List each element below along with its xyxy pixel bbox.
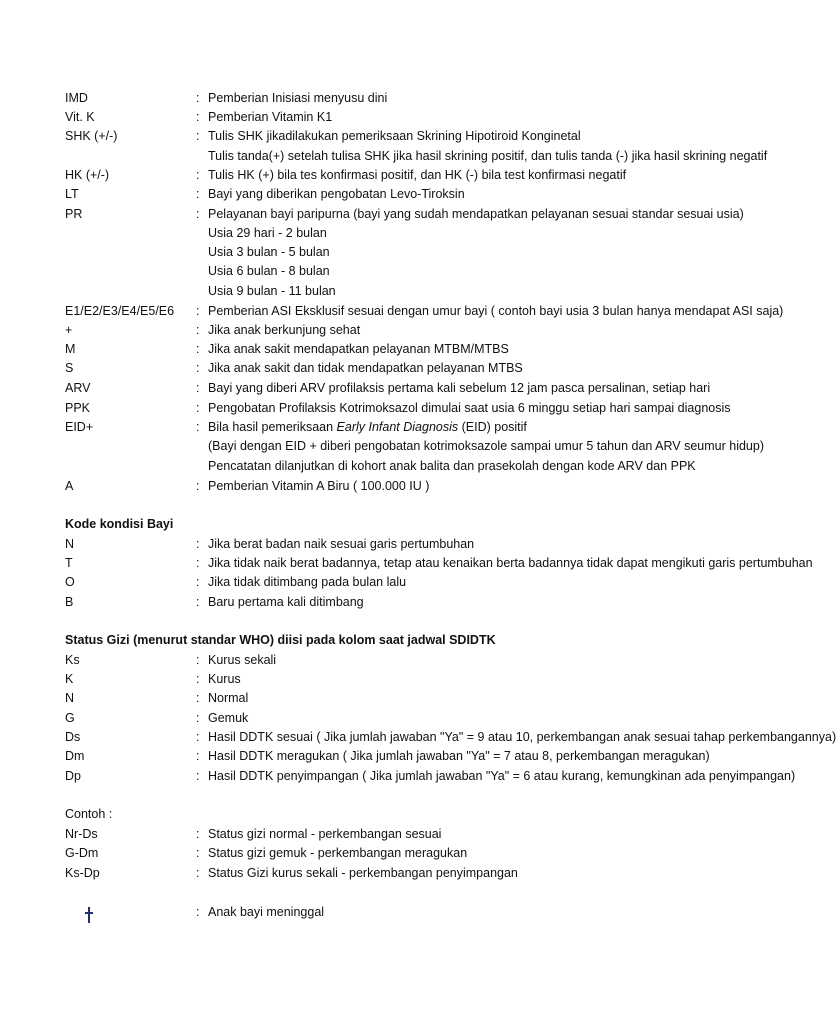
entry-desc: Pemberian Vitamin A Biru ( 100.000 IU )	[208, 479, 430, 493]
entry-code: T	[65, 556, 73, 570]
kondisi-t	[0, 554, 813, 573]
colon: :	[196, 91, 200, 105]
entry-code: K	[65, 672, 74, 686]
entry-code: HK (+/-)	[65, 168, 110, 182]
entry-desc: Anak bayi meninggal	[208, 905, 325, 919]
colon: :	[196, 827, 200, 841]
colon: :	[196, 381, 200, 395]
entry-desc: Jika tidak naik berat badannya, tetap atau kenaikan berta badannya tidak dapat mengikuti garis pertumbuhan	[208, 556, 813, 570]
entry-code: +	[65, 323, 73, 337]
entry-meninggal	[0, 903, 768, 929]
entry-code: LT	[65, 187, 79, 201]
entry-desc: Jika berat badan naik sesuai garis pertumbuhan	[208, 537, 475, 551]
colon: :	[196, 342, 200, 356]
entry-code: Dp	[65, 769, 81, 783]
entry-desc: Normal	[208, 691, 249, 705]
colon: :	[196, 187, 200, 201]
entry-pr-age-4	[0, 282, 768, 301]
kondisi-b	[0, 593, 768, 612]
entry-pr-age-2	[0, 243, 768, 262]
entry-shk	[0, 127, 768, 146]
entry-shk-continued	[0, 147, 768, 166]
entry-desc: Usia 29 hari - 2 bulan	[208, 226, 327, 240]
colon: :	[196, 846, 200, 860]
entry-asi	[0, 302, 784, 321]
colon: :	[196, 556, 200, 570]
colon: :	[196, 866, 200, 880]
contoh-nr-ds	[0, 825, 768, 844]
entry-code: N	[65, 691, 75, 705]
entry-desc: Hasil DDTK sesuai ( Jika jumlah jawaban "Ya" = 9 atau 10, perkembangan anak sesuai tahap perkembangannya)	[208, 730, 836, 744]
entry-pr-age-3	[0, 262, 768, 281]
entry-desc: Pengobatan Profilaksis Kotrimoksazol dimulai saat usia 6 minggu setiap hari sampai diagnosis	[208, 401, 731, 415]
entry-desc: Pemberian Inisiasi menyusu dini	[208, 91, 388, 105]
colon: :	[196, 479, 200, 493]
gizi-k	[0, 670, 768, 689]
entry-code: A	[65, 479, 74, 493]
eid-suffix: (EID) positif	[458, 420, 527, 434]
entry-desc: Jika anak berkunjung sehat	[208, 323, 361, 337]
gizi-ds	[0, 728, 836, 747]
kondisi-heading: Kode kondisi Bayi	[65, 517, 174, 531]
entry-ppk	[0, 399, 768, 418]
entry-code: N	[65, 537, 75, 551]
entry-plus	[0, 321, 768, 340]
entry-code: S	[65, 361, 74, 375]
entry-imd	[0, 89, 768, 108]
entry-code: M	[65, 342, 76, 356]
kondisi-o	[0, 573, 768, 592]
entry-code: ARV	[65, 381, 91, 395]
entry-code: Ks-Dp	[65, 866, 100, 880]
entry-desc: Pemberian ASI Eksklusif sesuai dengan umur bayi ( contoh bayi usia 3 bulan hanya mendapat ASI saja)	[208, 304, 784, 318]
colon: :	[196, 168, 200, 182]
entry-code: IMD	[65, 91, 88, 105]
colon: :	[196, 769, 200, 783]
entry-desc: Tulis tanda(+) setelah tulisa SHK jika hasil skrining positif, dan tulis tanda (-) jika hasil skrining negatif	[208, 149, 768, 163]
colon: :	[196, 420, 200, 434]
entry-code: Ds	[65, 730, 81, 744]
entry-desc: Jika tidak ditimbang pada bulan lalu	[208, 575, 407, 589]
entry-m	[0, 340, 768, 359]
entry-hk	[0, 166, 768, 185]
entry-desc: Usia 6 bulan - 8 bulan	[208, 264, 330, 278]
entry-desc: Bayi yang diberi ARV profilaksis pertama kali sebelum 12 jam pasca persalinan, setiap hari	[208, 381, 711, 395]
colon: :	[196, 653, 200, 667]
entry-desc: (Bayi dengan EID + diberi pengobatan kotrimoksazole sampai umur 5 tahun dan ARV seumur hidup)	[208, 439, 764, 453]
entry-desc: Jika anak sakit dan tidak mendapatkan pelayanan MTBS	[208, 361, 523, 375]
entry-vit-k	[0, 108, 768, 127]
entry-desc: Pemberian Vitamin K1	[208, 110, 333, 124]
entry-lt	[0, 185, 768, 204]
entry-desc: Usia 3 bulan - 5 bulan	[208, 245, 330, 259]
colon: :	[196, 749, 200, 763]
contoh-g-dm	[0, 844, 768, 863]
colon: :	[196, 575, 200, 589]
entry-desc: Kurus sekali	[208, 653, 277, 667]
contoh-ks-dp	[0, 864, 768, 883]
colon: :	[196, 672, 200, 686]
eid-prefix: Bila hasil pemeriksaan	[208, 420, 337, 434]
entry-code: EID+	[65, 420, 94, 434]
gizi-n	[0, 689, 768, 708]
entry-desc: Usia 9 bulan - 11 bulan	[208, 284, 336, 298]
entry-desc: Bayi yang diberikan pengobatan Levo-Tiroksin	[208, 187, 465, 201]
gizi-g	[0, 709, 768, 728]
entry-pr	[0, 205, 768, 224]
entry-code: O	[65, 575, 75, 589]
entry-code: Ks	[65, 653, 80, 667]
entry-desc	[208, 418, 692, 437]
entry-code: SHK (+/-)	[65, 129, 118, 143]
entry-eid-record	[0, 457, 768, 476]
entry-s	[0, 359, 768, 378]
colon: :	[196, 595, 200, 609]
entry-desc: Status Gizi kurus sekali - perkembangan penyimpangan	[208, 866, 518, 880]
entry-eid	[0, 418, 768, 437]
entry-code: PPK	[65, 401, 91, 415]
entry-code: PR	[65, 207, 83, 221]
entry-desc: Baru pertama kali ditimbang	[208, 595, 364, 609]
entry-desc: Status gizi normal - perkembangan sesuai	[208, 827, 442, 841]
entry-code: Vit. K	[65, 110, 95, 124]
entry-eid-note	[0, 437, 768, 456]
entry-code: G-Dm	[65, 846, 99, 860]
gizi-ks	[0, 651, 768, 670]
colon: :	[196, 905, 200, 919]
colon: :	[196, 401, 200, 415]
colon: :	[196, 304, 200, 318]
entry-pr-age-1	[0, 224, 768, 243]
colon: :	[196, 207, 200, 221]
eid-italic-term: Early Infant Diagnosis	[336, 420, 459, 434]
entry-desc: Tulis SHK jikadilakukan pemeriksaan Skrining Hipotiroid Konginetal	[208, 129, 581, 143]
entry-desc: Jika anak sakit mendapatkan pelayanan MTBM/MTBS	[208, 342, 509, 356]
colon: :	[196, 323, 200, 337]
gizi-heading: Status Gizi (menurut standar WHO) diisi pada kolom saat jadwal SDIDTK	[65, 633, 496, 647]
contoh-heading: Contoh :	[65, 807, 113, 821]
entry-a	[0, 477, 768, 496]
entry-arv	[0, 379, 768, 398]
entry-desc: Pelayanan bayi paripurna (bayi yang sudah mendapatkan pelayanan sesuai standar sesuai usia)	[208, 207, 744, 221]
colon: :	[196, 361, 200, 375]
gizi-dp	[0, 767, 796, 786]
colon: :	[196, 711, 200, 725]
entry-desc: Kurus	[208, 672, 241, 686]
entry-code: Nr-Ds	[65, 827, 98, 841]
entry-code: E1/E2/E3/E4/E5/E6	[65, 304, 175, 318]
colon: :	[196, 691, 200, 705]
entry-desc: Status gizi gemuk - perkembangan meragukan	[208, 846, 468, 860]
kondisi-n	[0, 535, 768, 554]
entry-code: B	[65, 595, 74, 609]
entry-code: G	[65, 711, 75, 725]
gizi-dm	[0, 747, 768, 766]
cross-icon	[84, 907, 94, 923]
colon: :	[196, 730, 200, 744]
entry-desc: Hasil DDTK meragukan ( Jika jumlah jawaban "Ya" = 7 atau 8, perkembangan meragukan)	[208, 749, 710, 763]
entry-desc: Pencatatan dilanjutkan di kohort anak balita dan prasekolah dengan kode ARV dan PPK	[208, 459, 696, 473]
entry-desc: Tulis HK (+) bila tes konfirmasi positif, dan HK (-) bila test konfirmasi negatif	[208, 168, 627, 182]
colon: :	[196, 537, 200, 551]
colon: :	[196, 129, 200, 143]
colon: :	[196, 110, 200, 124]
entry-desc: Hasil DDTK penyimpangan ( Jika jumlah jawaban "Ya" = 6 atau kurang, kemungkinan ada penyimpangan)	[208, 769, 796, 783]
entry-code: Dm	[65, 749, 85, 763]
entry-desc: Gemuk	[208, 711, 249, 725]
